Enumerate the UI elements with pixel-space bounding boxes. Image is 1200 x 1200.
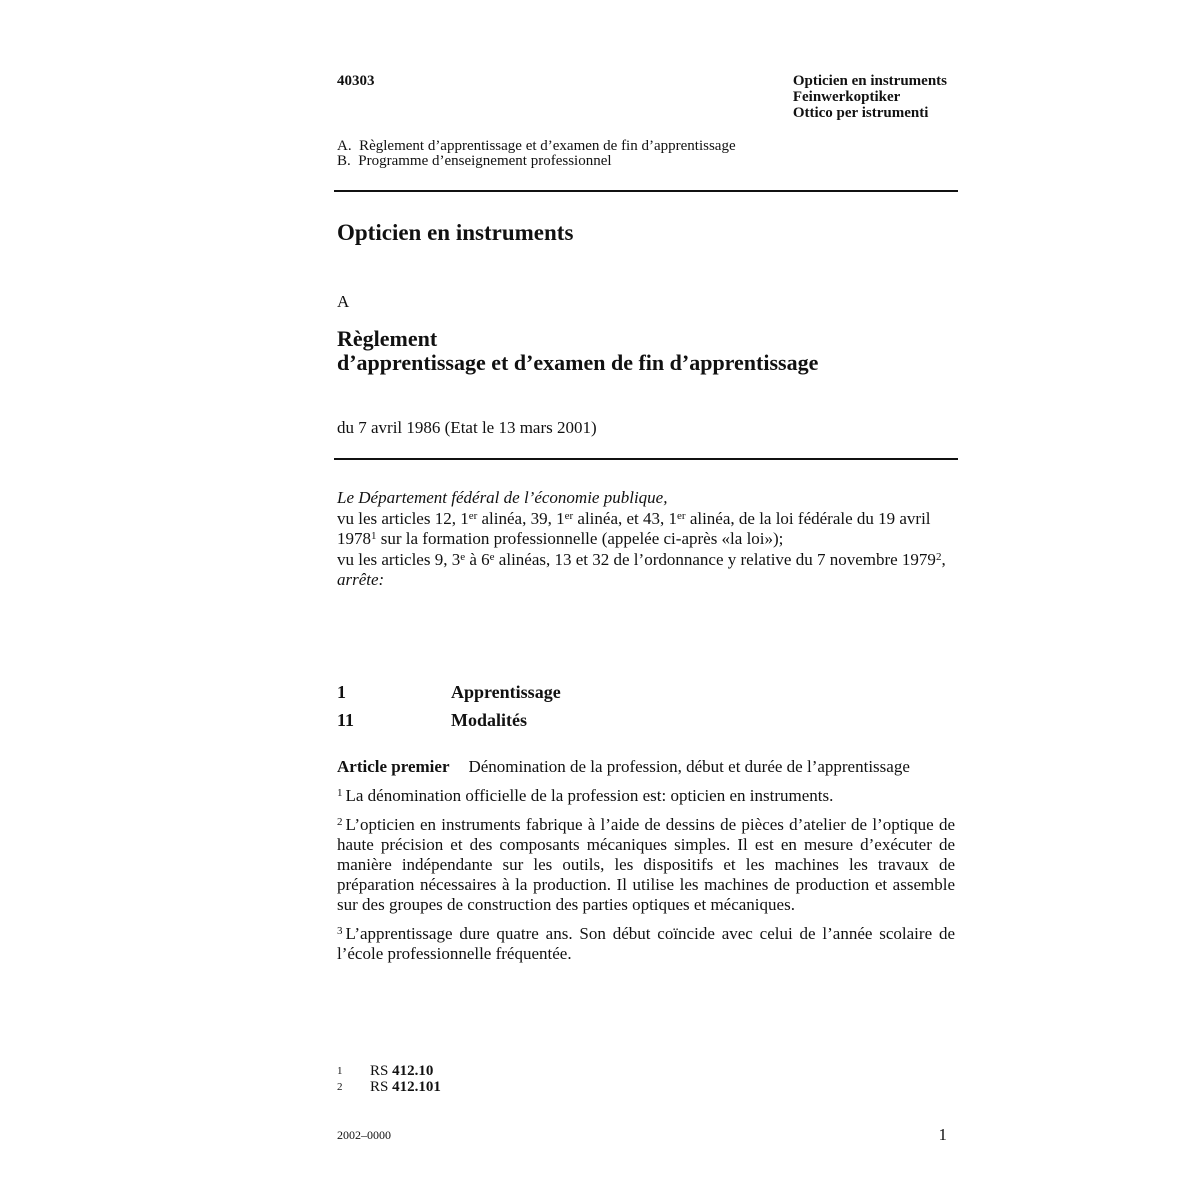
section-heading [337, 678, 955, 706]
footnote-reference: 412.10 [392, 1063, 434, 1079]
footer-doc-number: 2002–0000 [337, 1128, 391, 1142]
main-title: Opticien en instruments [337, 220, 574, 245]
section-headings [337, 678, 955, 734]
article-paragraph: $^1$ La dénomination officielle de la profession est: opticien en instruments. [337, 786, 834, 805]
footnote-reference: 412.101 [392, 1079, 441, 1095]
divider-middle [334, 458, 958, 460]
article-heading-text: Dénomination de la profession, début et durée de l’apprentissage [468, 757, 910, 776]
footnote-ref-1[interactable]: 1 [371, 530, 377, 542]
footnote-ref-2[interactable]: 2 [935, 550, 942, 563]
page-number: 1 [938, 1125, 947, 1144]
divider-top [334, 190, 958, 192]
article-1 [337, 757, 955, 973]
title-french: Opticien en instruments [792, 73, 947, 89]
regulation-title-line1: Règlement [337, 326, 438, 351]
footnote: 1 RS 412.10 [337, 1063, 434, 1079]
article-heading [337, 757, 955, 777]
document-code: 40303 [337, 73, 375, 89]
paragraph-number: 2 [337, 816, 343, 828]
section-title: Modalités [451, 709, 527, 730]
part-letter: A [337, 292, 350, 311]
profession-titles [793, 73, 947, 121]
footnote: 2 RS 412.101 [337, 1079, 441, 1095]
section-number: 11 [337, 709, 355, 730]
preamble-citation-2: vu les articles 9, 3e à 6e alinéas, 13 et 32 de l’ordonnance y relative du 7 novembre 1979$^2$, [337, 549, 946, 569]
paragraph-number: 1 [337, 787, 343, 799]
title-italian: Ottico per istrumenti [792, 105, 929, 121]
section-title: Apprentissage [451, 681, 561, 702]
part-b-item: B. Programme d’enseignement professionnel [337, 153, 612, 169]
regulation-title-line2: d’apprentissage et d’examen de fin d’apprentissage [337, 350, 819, 375]
preamble-decree: arrête: [337, 570, 385, 589]
paragraph-number: 3 [337, 925, 343, 937]
preamble-citation-1: vu les articles 12, 1er alinéa, 39, 1er alinéa, et 43, 1er alinéa, de la loi fédérale du 19 avril 1978$^1$ sur la formation professionnelle (appelée ci-après «la loi»); [337, 508, 931, 548]
article-label: Article premier [337, 757, 450, 776]
regulation-title [337, 327, 818, 375]
part-a-item: A. Règlement d’apprentissage et d’examen de fin d’apprentissage [337, 138, 736, 154]
parts-list [337, 139, 736, 169]
article-paragraph: $^3$ L’apprentissage dure quatre ans. Son début coïncide avec celui de l’année scolaire de l’école professionnelle fréquentée. [337, 924, 955, 963]
preamble [337, 488, 955, 591]
footnote-mark: 2 [337, 1081, 343, 1093]
section-number: 1 [337, 681, 346, 702]
footnote-mark: 1 [337, 1065, 343, 1077]
section-heading [337, 706, 955, 734]
preamble-authority: Le Département fédéral de l’économie publique, [337, 488, 668, 507]
article-paragraph: $^2$ L’opticien en instruments fabrique à l’aide de dessins de pièces d’atelier de l’optique de haute précision et des composants mécaniques simples. Il est en mesure d’exécuter de manière indépendante sur les outils, les dispositifs et les machines les travaux de préparation nécessaires à la production. Il utilise les machines de production et assemble sur des groupes de construction des parties optiques et mécaniques. [337, 815, 955, 914]
document-page [337, 0, 959, 1200]
footnotes [337, 1063, 441, 1095]
title-german: Feinwerkoptiker [792, 89, 901, 105]
regulation-date: du 7 avril 1986 (Etat le 13 mars 2001) [337, 418, 597, 437]
